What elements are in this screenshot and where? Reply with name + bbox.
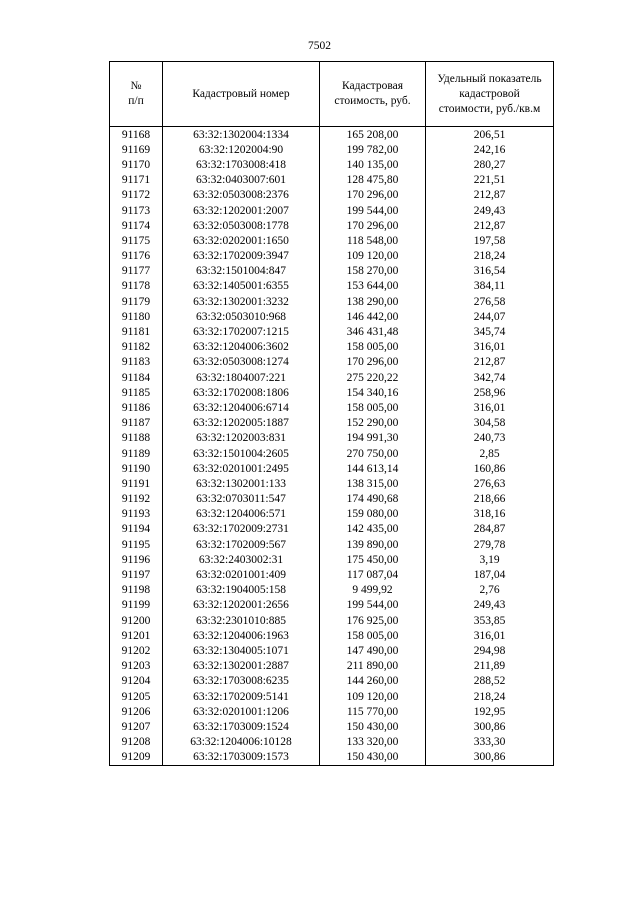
cell-cadastral-number: 63:32:0503008:2376: [163, 188, 320, 203]
cell-cadastral-value: 109 120,00: [320, 249, 426, 264]
table-row: [110, 340, 554, 355]
cell-row-number: 91169: [110, 142, 163, 157]
cell-row-number: 91180: [110, 309, 163, 324]
cell-cadastral-number: 63:32:1501004:847: [163, 264, 320, 279]
table-row: [110, 309, 554, 324]
cell-row-number: 91176: [110, 249, 163, 264]
cell-specific-value: 345,74: [426, 324, 554, 339]
cell-row-number: 91193: [110, 507, 163, 522]
cell-cadastral-value: 150 430,00: [320, 750, 426, 766]
cell-specific-value: 304,58: [426, 416, 554, 431]
table-row: [110, 203, 554, 218]
cell-cadastral-number: 63:32:1302001:3232: [163, 294, 320, 309]
table-row: [110, 355, 554, 370]
cell-specific-value: 221,51: [426, 173, 554, 188]
cell-cadastral-value: 170 296,00: [320, 218, 426, 233]
cell-specific-value: 288,52: [426, 674, 554, 689]
table-row: [110, 324, 554, 339]
table-row: [110, 476, 554, 491]
cell-row-number: 91190: [110, 461, 163, 476]
cell-specific-value: 218,24: [426, 249, 554, 264]
cell-row-number: 91207: [110, 719, 163, 734]
cell-row-number: 91192: [110, 492, 163, 507]
cell-specific-value: 384,11: [426, 279, 554, 294]
cell-cadastral-number: 63:32:0503010:968: [163, 309, 320, 324]
cell-cadastral-value: 109 120,00: [320, 689, 426, 704]
cell-row-number: 91197: [110, 567, 163, 582]
cell-cadastral-number: 63:32:1703008:418: [163, 157, 320, 172]
table-row: [110, 127, 554, 143]
cell-cadastral-value: 175 450,00: [320, 552, 426, 567]
cell-cadastral-value: 174 490,68: [320, 492, 426, 507]
cell-cadastral-number: 63:32:1702009:5141: [163, 689, 320, 704]
cell-row-number: 91209: [110, 750, 163, 766]
table-row: [110, 735, 554, 750]
cell-specific-value: 211,89: [426, 659, 554, 674]
cell-cadastral-number: 63:32:1304005:1071: [163, 643, 320, 658]
cadastral-table: [109, 61, 554, 766]
cell-row-number: 91177: [110, 264, 163, 279]
cell-cadastral-value: 118 548,00: [320, 233, 426, 248]
table-body: [110, 127, 554, 766]
cell-row-number: 91184: [110, 370, 163, 385]
cell-specific-value: 333,30: [426, 735, 554, 750]
cell-cadastral-number: 63:32:1202001:2007: [163, 203, 320, 218]
cell-cadastral-number: 63:32:1204006:571: [163, 507, 320, 522]
table-row: [110, 598, 554, 613]
cell-specific-value: 249,43: [426, 598, 554, 613]
table-row: [110, 385, 554, 400]
cell-row-number: 91194: [110, 522, 163, 537]
cell-cadastral-value: 199 782,00: [320, 142, 426, 157]
table-row: [110, 492, 554, 507]
cell-specific-value: 197,58: [426, 233, 554, 248]
cell-row-number: 91200: [110, 613, 163, 628]
cell-row-number: 91168: [110, 127, 163, 143]
table-row: [110, 370, 554, 385]
cell-specific-value: 240,73: [426, 431, 554, 446]
cell-specific-value: 206,51: [426, 127, 554, 143]
table-row: [110, 218, 554, 233]
cell-specific-value: 353,85: [426, 613, 554, 628]
header-cadastral-value: Кадастровая стоимость, руб.: [320, 62, 426, 127]
cell-row-number: 91178: [110, 279, 163, 294]
cell-cadastral-number: 63:32:0202001:1650: [163, 233, 320, 248]
cell-cadastral-value: 117 087,04: [320, 567, 426, 582]
cell-row-number: 91205: [110, 689, 163, 704]
cell-cadastral-number: 63:32:1703009:1524: [163, 719, 320, 734]
cell-cadastral-value: 144 260,00: [320, 674, 426, 689]
table-row: [110, 583, 554, 598]
table-row: [110, 157, 554, 172]
cell-cadastral-value: 158 005,00: [320, 628, 426, 643]
cell-cadastral-value: 170 296,00: [320, 188, 426, 203]
cell-specific-value: 249,43: [426, 203, 554, 218]
table-row: [110, 750, 554, 766]
cell-row-number: 91206: [110, 704, 163, 719]
cell-cadastral-value: 158 005,00: [320, 400, 426, 415]
cell-specific-value: 2,76: [426, 583, 554, 598]
table-row: [110, 659, 554, 674]
cell-cadastral-value: 9 499,92: [320, 583, 426, 598]
cell-cadastral-number: 63:32:0403007:601: [163, 173, 320, 188]
table-row: [110, 522, 554, 537]
cell-cadastral-value: 128 475,80: [320, 173, 426, 188]
cell-cadastral-value: 158 005,00: [320, 340, 426, 355]
table-row: [110, 142, 554, 157]
table-row: [110, 249, 554, 264]
table-row: [110, 173, 554, 188]
cell-cadastral-value: 165 208,00: [320, 127, 426, 143]
table-row: [110, 188, 554, 203]
cell-cadastral-value: 138 290,00: [320, 294, 426, 309]
cell-row-number: 91203: [110, 659, 163, 674]
table-row: [110, 416, 554, 431]
cell-cadastral-value: 146 442,00: [320, 309, 426, 324]
cell-specific-value: 212,87: [426, 218, 554, 233]
cell-row-number: 91185: [110, 385, 163, 400]
cell-cadastral-value: 142 435,00: [320, 522, 426, 537]
cell-cadastral-value: 199 544,00: [320, 598, 426, 613]
cell-specific-value: 276,58: [426, 294, 554, 309]
cell-specific-value: 212,87: [426, 355, 554, 370]
cell-cadastral-value: 211 890,00: [320, 659, 426, 674]
cell-cadastral-value: 170 296,00: [320, 355, 426, 370]
table-row: [110, 537, 554, 552]
cell-row-number: 91208: [110, 735, 163, 750]
cell-cadastral-number: 63:32:1702009:567: [163, 537, 320, 552]
table-row: [110, 233, 554, 248]
table-row: [110, 552, 554, 567]
cell-cadastral-number: 63:32:1202001:2656: [163, 598, 320, 613]
cell-specific-value: 284,87: [426, 522, 554, 537]
cell-row-number: 91202: [110, 643, 163, 658]
cell-cadastral-value: 144 613,14: [320, 461, 426, 476]
cell-cadastral-value: 176 925,00: [320, 613, 426, 628]
cell-specific-value: 342,74: [426, 370, 554, 385]
cell-row-number: 91196: [110, 552, 163, 567]
table-row: [110, 507, 554, 522]
table-row: [110, 431, 554, 446]
header-row: [110, 62, 554, 127]
cell-specific-value: 279,78: [426, 537, 554, 552]
cell-specific-value: 300,86: [426, 750, 554, 766]
cell-row-number: 91182: [110, 340, 163, 355]
cell-row-number: 91188: [110, 431, 163, 446]
table-row: [110, 613, 554, 628]
cell-specific-value: 318,16: [426, 507, 554, 522]
cell-specific-value: 276,63: [426, 476, 554, 491]
cell-row-number: 91181: [110, 324, 163, 339]
page-number: 7502: [308, 40, 331, 52]
cell-cadastral-number: 63:32:0201001:1206: [163, 704, 320, 719]
cell-cadastral-value: 139 890,00: [320, 537, 426, 552]
cell-specific-value: 218,24: [426, 689, 554, 704]
cell-cadastral-number: 63:32:1302001:133: [163, 476, 320, 491]
cell-specific-value: 294,98: [426, 643, 554, 658]
cell-specific-value: 316,01: [426, 400, 554, 415]
cell-row-number: 91179: [110, 294, 163, 309]
cell-specific-value: 280,27: [426, 157, 554, 172]
cell-cadastral-number: 63:32:1302004:1334: [163, 127, 320, 143]
table-row: [110, 704, 554, 719]
cell-specific-value: 244,07: [426, 309, 554, 324]
cell-cadastral-value: 150 430,00: [320, 719, 426, 734]
table-row: [110, 461, 554, 476]
cell-row-number: 91170: [110, 157, 163, 172]
cell-cadastral-number: 63:32:1405001:6355: [163, 279, 320, 294]
cell-cadastral-value: 153 644,00: [320, 279, 426, 294]
cell-cadastral-value: 138 315,00: [320, 476, 426, 491]
cell-cadastral-number: 63:32:0201001:2495: [163, 461, 320, 476]
cell-row-number: 91199: [110, 598, 163, 613]
table-row: [110, 643, 554, 658]
cell-specific-value: 258,96: [426, 385, 554, 400]
cell-cadastral-number: 63:32:1204006:3602: [163, 340, 320, 355]
cell-cadastral-number: 63:32:1702009:3947: [163, 249, 320, 264]
cell-cadastral-value: 275 220,22: [320, 370, 426, 385]
cell-cadastral-number: 63:32:1703008:6235: [163, 674, 320, 689]
cell-specific-value: 218,66: [426, 492, 554, 507]
cell-cadastral-number: 63:32:1501004:2605: [163, 446, 320, 461]
cell-cadastral-value: 115 770,00: [320, 704, 426, 719]
cell-row-number: 91201: [110, 628, 163, 643]
cell-cadastral-value: 158 270,00: [320, 264, 426, 279]
cell-row-number: 91183: [110, 355, 163, 370]
cell-cadastral-value: 152 290,00: [320, 416, 426, 431]
table-row: [110, 264, 554, 279]
cell-cadastral-number: 63:32:1202005:1887: [163, 416, 320, 431]
table-row: [110, 567, 554, 582]
cell-cadastral-value: 147 490,00: [320, 643, 426, 658]
cell-cadastral-number: 63:32:0703011:547: [163, 492, 320, 507]
cell-cadastral-number: 63:32:1702008:1806: [163, 385, 320, 400]
cell-cadastral-number: 63:32:1204006:10128: [163, 735, 320, 750]
table-row: [110, 674, 554, 689]
cell-cadastral-number: 63:32:0503008:1778: [163, 218, 320, 233]
header-cadastral-number: Кадастровый номер: [163, 62, 320, 127]
cell-specific-value: 187,04: [426, 567, 554, 582]
cell-row-number: 91191: [110, 476, 163, 491]
cell-cadastral-number: 63:32:1804007:221: [163, 370, 320, 385]
table-row: [110, 719, 554, 734]
cell-specific-value: 300,86: [426, 719, 554, 734]
cell-cadastral-value: 346 431,48: [320, 324, 426, 339]
cell-specific-value: 212,87: [426, 188, 554, 203]
cell-cadastral-number: 63:32:1202004:90: [163, 142, 320, 157]
cell-row-number: 91195: [110, 537, 163, 552]
cell-specific-value: 2,85: [426, 446, 554, 461]
header-specific-value: Удельный показатель кадастровой стоимости, руб./кв.м: [426, 62, 554, 127]
cell-cadastral-number: 63:32:1702007:1215: [163, 324, 320, 339]
cell-cadastral-number: 63:32:0201001:409: [163, 567, 320, 582]
table-row: [110, 294, 554, 309]
cell-specific-value: 160,86: [426, 461, 554, 476]
cell-cadastral-number: 63:32:1702009:2731: [163, 522, 320, 537]
cell-cadastral-value: 194 991,30: [320, 431, 426, 446]
cell-row-number: 91172: [110, 188, 163, 203]
cell-row-number: 91189: [110, 446, 163, 461]
cell-specific-value: 316,54: [426, 264, 554, 279]
table-row: [110, 446, 554, 461]
cell-cadastral-number: 63:32:1202003:831: [163, 431, 320, 446]
header-row-number: № п/п: [110, 62, 163, 127]
cell-row-number: 91187: [110, 416, 163, 431]
cell-row-number: 91174: [110, 218, 163, 233]
cell-row-number: 91204: [110, 674, 163, 689]
table-row: [110, 628, 554, 643]
cell-cadastral-number: 63:32:1302001:2887: [163, 659, 320, 674]
cell-cadastral-number: 63:32:2301010:885: [163, 613, 320, 628]
cell-row-number: 91186: [110, 400, 163, 415]
cell-row-number: 91171: [110, 173, 163, 188]
cell-row-number: 91198: [110, 583, 163, 598]
cell-cadastral-number: 63:32:1904005:158: [163, 583, 320, 598]
cell-cadastral-number: 63:32:1703009:1573: [163, 750, 320, 766]
cell-cadastral-value: 270 750,00: [320, 446, 426, 461]
cell-row-number: 91175: [110, 233, 163, 248]
cell-cadastral-value: 199 544,00: [320, 203, 426, 218]
cell-specific-value: 316,01: [426, 628, 554, 643]
cell-cadastral-value: 133 320,00: [320, 735, 426, 750]
cell-cadastral-number: 63:32:0503008:1274: [163, 355, 320, 370]
cell-row-number: 91173: [110, 203, 163, 218]
cell-cadastral-value: 154 340,16: [320, 385, 426, 400]
table-row: [110, 400, 554, 415]
cell-specific-value: 192,95: [426, 704, 554, 719]
cell-cadastral-number: 63:32:1204006:1963: [163, 628, 320, 643]
cell-cadastral-value: 140 135,00: [320, 157, 426, 172]
table-header: [110, 62, 554, 127]
cell-specific-value: 242,16: [426, 142, 554, 157]
cell-specific-value: 3,19: [426, 552, 554, 567]
cell-cadastral-number: 63:32:1204006:6714: [163, 400, 320, 415]
cell-cadastral-number: 63:32:2403002:31: [163, 552, 320, 567]
table-row: [110, 689, 554, 704]
cell-specific-value: 316,01: [426, 340, 554, 355]
table-row: [110, 279, 554, 294]
cell-cadastral-value: 159 080,00: [320, 507, 426, 522]
